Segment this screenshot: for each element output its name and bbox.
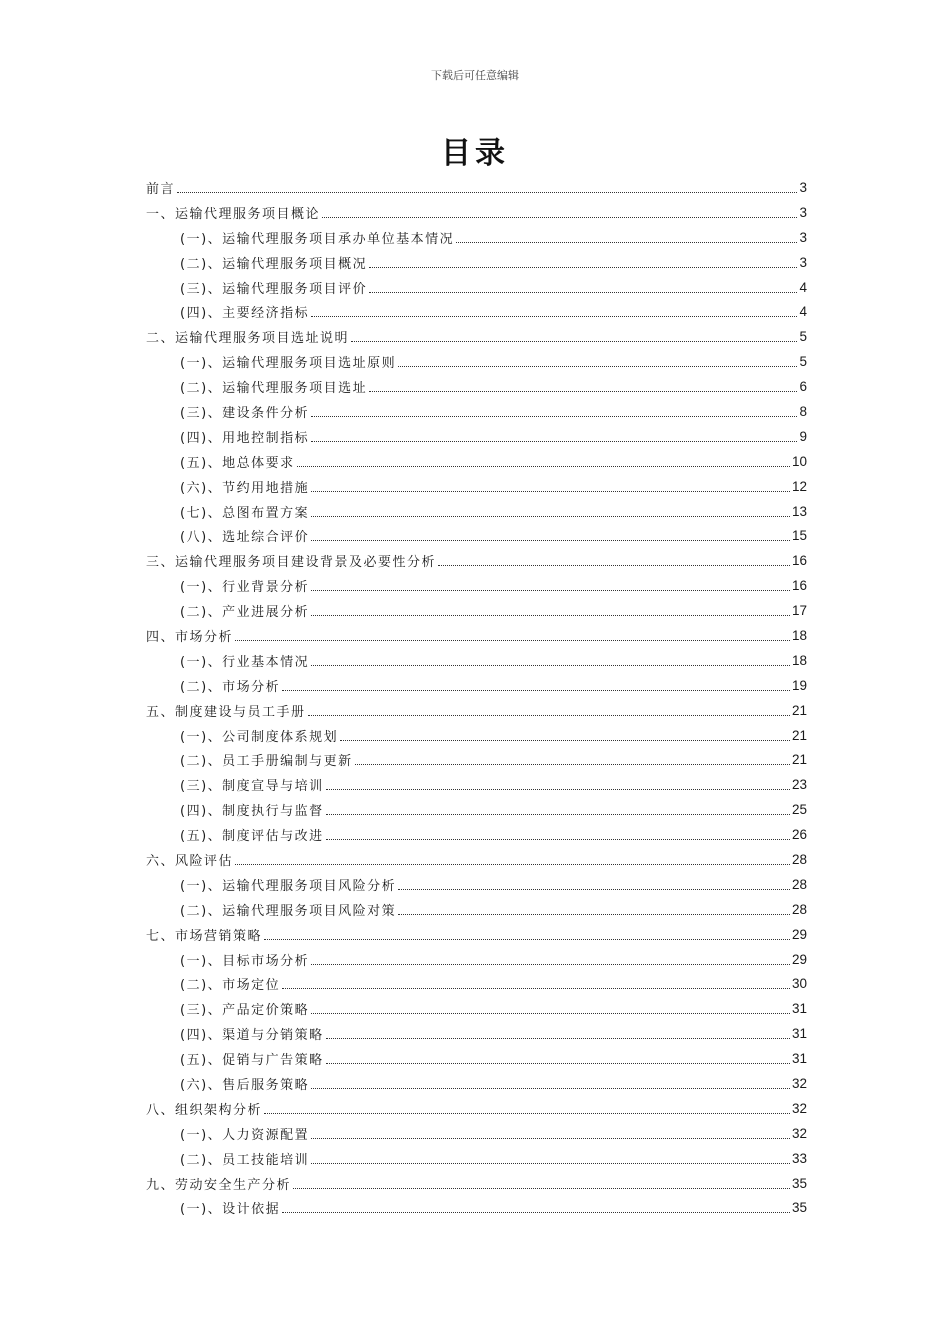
toc-entry-label: (一)、运输代理服务项目风险分析 [180, 878, 397, 894]
toc-entry[interactable] [146, 872, 807, 897]
dot-leader [293, 1188, 790, 1189]
dot-leader [264, 1113, 790, 1114]
dot-leader [340, 740, 790, 741]
dot-leader [311, 491, 790, 492]
toc-entry-label: 六、风险评估 [146, 853, 234, 869]
dot-leader [326, 814, 790, 815]
toc-entry-label: (一)、行业基本情况 [180, 654, 310, 670]
toc-entry-page-number: 35 [791, 1175, 807, 1191]
toc-entry-label: (二)、运输代理服务项目概况 [180, 256, 368, 272]
dot-leader [326, 1038, 790, 1039]
dot-leader [311, 1138, 790, 1139]
toc-entry-page-number: 28 [791, 851, 807, 867]
toc-entry[interactable] [146, 947, 807, 972]
toc-entry[interactable] [146, 573, 807, 598]
dot-leader [311, 416, 797, 417]
dot-leader [398, 914, 790, 915]
toc-entry-label: (五)、促销与广告策略 [180, 1053, 324, 1069]
toc-entry-label: (一)、运输代理服务项目选址原则 [180, 356, 397, 372]
toc-entry[interactable] [146, 972, 807, 997]
toc-entry[interactable] [146, 449, 807, 474]
dot-leader [326, 839, 790, 840]
toc-entry[interactable] [146, 1071, 807, 1096]
dot-leader [282, 1212, 790, 1213]
toc-entry-page-number: 35 [791, 1200, 807, 1216]
toc-entry-label: 一、运输代理服务项目概论 [146, 206, 321, 222]
toc-entry[interactable] [146, 399, 807, 424]
toc-entry[interactable] [146, 996, 807, 1021]
toc-entry-page-number: 23 [791, 777, 807, 793]
toc-entry-page-number: 13 [791, 503, 807, 519]
toc-entry-label: (二)、运输代理服务项目风险对策 [180, 903, 397, 919]
dot-leader [311, 540, 790, 541]
toc-entry-label: (五)、制度评估与改进 [180, 829, 324, 845]
toc-entry-label: (一)、运输代理服务项目承办单位基本情况 [180, 231, 455, 247]
toc-entry-page-number: 29 [791, 951, 807, 967]
toc-entry[interactable] [146, 499, 807, 524]
toc-entry-label: (四)、主要经济指标 [180, 306, 310, 322]
toc-entry-label: 三、运输代理服务项目建设背景及必要性分析 [146, 555, 437, 571]
dot-leader [297, 466, 790, 467]
toc-entry-page-number: 32 [791, 1125, 807, 1141]
dot-leader [438, 565, 790, 566]
toc-entry-page-number: 19 [791, 677, 807, 693]
dot-leader [369, 267, 797, 268]
toc-entry-page-number: 31 [791, 1051, 807, 1067]
toc-entry-page-number: 21 [791, 702, 807, 718]
dot-leader [264, 939, 790, 940]
dot-leader [322, 217, 797, 218]
toc-entry-label: 二、运输代理服务项目选址说明 [146, 331, 350, 347]
toc-entry-label: (三)、建设条件分析 [180, 405, 310, 421]
toc-entry[interactable] [146, 598, 807, 623]
toc-entry-page-number: 3 [799, 254, 807, 270]
toc-entry[interactable] [146, 623, 807, 648]
toc-entry-page-number: 3 [799, 179, 807, 195]
toc-entry-page-number: 16 [791, 553, 807, 569]
toc-entry-label: (二)、市场分析 [180, 679, 281, 695]
toc-entry-label: (一)、行业背景分析 [180, 580, 310, 596]
toc-entry-page-number: 21 [791, 752, 807, 768]
toc-entry[interactable] [146, 1196, 807, 1221]
toc-entry[interactable] [146, 897, 807, 922]
toc-entry-page-number: 26 [791, 827, 807, 843]
toc-entry-page-number: 3 [799, 204, 807, 220]
toc-entry-label: 七、市场营销策略 [146, 928, 263, 944]
header-note: 下载后可任意编辑 [431, 69, 519, 82]
toc-entry-page-number: 15 [791, 528, 807, 544]
toc-entry-page-number: 28 [791, 876, 807, 892]
toc-entry-page-number: 28 [791, 901, 807, 917]
toc-entry[interactable] [146, 548, 807, 573]
toc-entry[interactable] [146, 523, 807, 548]
dot-leader [398, 366, 797, 367]
dot-leader [311, 590, 790, 591]
toc-entry[interactable] [146, 225, 807, 250]
toc-entry-label: (一)、人力资源配置 [180, 1127, 310, 1143]
toc-entry-page-number: 29 [791, 926, 807, 942]
toc-entry-page-number: 33 [791, 1150, 807, 1166]
toc-entry-page-number: 18 [791, 652, 807, 668]
toc-entry[interactable] [146, 349, 807, 374]
toc-entry-label: 前言 [146, 181, 176, 197]
toc-entry-label: (二)、员工手册编制与更新 [180, 754, 353, 770]
dot-leader [326, 1063, 790, 1064]
toc-entry-label: (四)、用地控制指标 [180, 430, 310, 446]
dot-leader [311, 964, 790, 965]
dot-leader [235, 640, 790, 641]
toc-entry-page-number: 32 [791, 1100, 807, 1116]
dot-leader [311, 1013, 790, 1014]
page-title: 目录 [441, 136, 509, 171]
dot-leader [311, 665, 790, 666]
toc-entry-page-number: 5 [799, 329, 807, 345]
toc-entry-page-number: 32 [791, 1076, 807, 1091]
toc-entry-page-number: 3 [799, 229, 807, 245]
toc-entry-label: (八)、选址综合评价 [180, 530, 310, 546]
toc-entry-label: (六)、售后服务策略 [180, 1078, 310, 1093]
table-of-contents [146, 175, 807, 1220]
dot-leader [311, 1163, 790, 1164]
dot-leader [311, 516, 790, 517]
toc-entry-label: (五)、地总体要求 [180, 455, 295, 471]
toc-entry[interactable] [146, 200, 807, 225]
toc-entry[interactable] [146, 374, 807, 399]
dot-leader [311, 615, 790, 616]
toc-entry-page-number: 18 [791, 627, 807, 643]
toc-entry-label: (三)、产品定价策略 [180, 1003, 310, 1019]
dot-leader [326, 789, 790, 790]
dot-leader [235, 864, 790, 865]
dot-leader [308, 715, 790, 716]
toc-entry[interactable] [146, 723, 807, 748]
toc-entry-page-number: 12 [791, 478, 807, 494]
dot-leader [355, 764, 790, 765]
toc-entry-label: 九、劳动安全生产分析 [146, 1177, 292, 1193]
toc-entry[interactable] [146, 1171, 807, 1196]
toc-entry-page-number: 25 [791, 802, 807, 818]
toc-entry[interactable] [146, 250, 807, 275]
toc-entry-page-number: 30 [791, 976, 807, 992]
toc-entry-label: (二)、市场定位 [180, 978, 281, 994]
dot-leader [351, 341, 797, 342]
toc-entry[interactable] [146, 797, 807, 822]
toc-entry[interactable] [146, 847, 807, 872]
toc-entry[interactable] [146, 1146, 807, 1171]
toc-entry-label: 四、市场分析 [146, 629, 234, 645]
toc-entry-label: (三)、运输代理服务项目评价 [180, 281, 368, 297]
toc-entry[interactable] [146, 1046, 807, 1071]
toc-entry[interactable] [146, 747, 807, 772]
toc-entry[interactable] [146, 673, 807, 698]
toc-entry-label: (二)、产业进展分析 [180, 605, 310, 621]
toc-entry-page-number: 17 [791, 603, 807, 619]
toc-entry-label: (二)、运输代理服务项目选址 [180, 381, 368, 397]
dot-leader [311, 316, 797, 317]
toc-entry-label: (一)、公司制度体系规划 [180, 729, 339, 745]
dot-leader [282, 690, 790, 691]
toc-entry[interactable] [146, 299, 807, 324]
toc-entry-label: (二)、员工技能培训 [180, 1152, 310, 1168]
toc-entry[interactable] [146, 1021, 807, 1046]
toc-entry[interactable] [146, 474, 807, 499]
dot-leader [369, 292, 797, 293]
toc-entry-page-number: 31 [791, 1001, 807, 1017]
dot-leader [282, 988, 790, 989]
dot-leader [311, 1088, 790, 1089]
toc-entry[interactable] [146, 922, 807, 947]
toc-entry[interactable] [146, 698, 807, 723]
dot-leader [456, 242, 797, 243]
toc-entry-label: (七)、总图布置方案 [180, 505, 310, 521]
toc-entry[interactable] [146, 324, 807, 349]
toc-entry-page-number: 9 [799, 428, 807, 444]
toc-entry[interactable] [146, 275, 807, 300]
toc-entry-label: (四)、渠道与分销策略 [180, 1028, 324, 1044]
toc-entry-page-number: 21 [791, 727, 807, 743]
toc-entry[interactable] [146, 424, 807, 449]
toc-entry-page-number: 16 [791, 578, 807, 594]
toc-entry-page-number: 31 [791, 1026, 807, 1042]
toc-entry[interactable] [146, 772, 807, 797]
toc-entry-label: (六)、节约用地措施 [180, 480, 310, 496]
dot-leader [177, 192, 797, 193]
toc-entry-page-number: 8 [799, 403, 807, 419]
toc-entry[interactable] [146, 822, 807, 847]
toc-entry[interactable] [146, 648, 807, 673]
toc-entry-page-number: 10 [791, 453, 807, 469]
toc-entry[interactable] [146, 1096, 807, 1121]
toc-entry-page-number: 6 [799, 379, 807, 395]
toc-entry-page-number: 4 [799, 279, 807, 295]
toc-entry-label: (三)、制度宣导与培训 [180, 779, 324, 795]
toc-entry[interactable] [146, 1121, 807, 1146]
toc-entry-page-number: 4 [799, 304, 807, 320]
toc-entry-label: 五、制度建设与员工手册 [146, 704, 306, 720]
toc-entry-label: (一)、目标市场分析 [180, 953, 310, 969]
dot-leader [311, 441, 797, 442]
toc-entry-label: 八、组织架构分析 [146, 1102, 263, 1118]
toc-entry-page-number: 5 [799, 354, 807, 370]
toc-entry[interactable] [146, 175, 807, 200]
dot-leader [398, 889, 790, 890]
toc-entry-label: (一)、设计依据 [180, 1202, 281, 1218]
dot-leader [369, 391, 797, 392]
toc-entry-label: (四)、制度执行与监督 [180, 804, 324, 820]
